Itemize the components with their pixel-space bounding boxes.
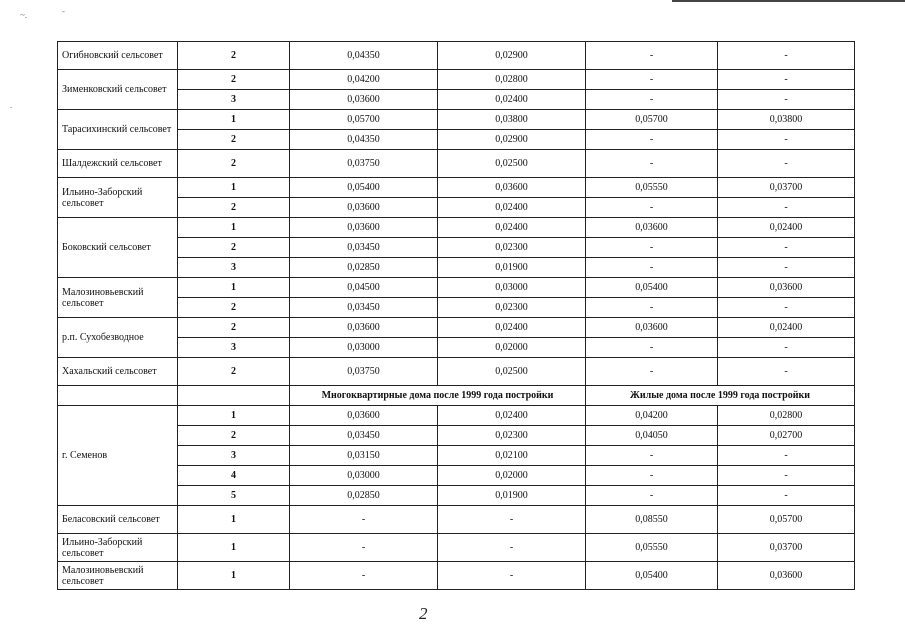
table-row [58,150,855,178]
rate-cell: 0,03750 [290,150,438,178]
table-row [58,238,855,258]
zone-cell: 1 [178,406,290,426]
rate-cell: 0,03600 [438,178,586,198]
rate-cell: 0,02400 [438,198,586,218]
rate-cell: 0,02400 [438,318,586,338]
rate-cell: 0,02400 [718,218,855,238]
rate-cell: 0,04200 [290,70,438,90]
rate-cell: - [586,486,718,506]
rate-cell: 0,02850 [290,258,438,278]
zone-cell: 3 [178,338,290,358]
rate-cell: - [586,338,718,358]
header-houses: Жилые дома после 1999 года постройки [586,386,855,406]
zone-cell: 2 [178,298,290,318]
rate-cell: - [586,42,718,70]
rate-cell: - [290,506,438,534]
table-row [58,506,855,534]
rate-cell: - [586,150,718,178]
rate-cell: 0,02800 [438,70,586,90]
table-row [58,338,855,358]
rate-cell: 0,05550 [586,534,718,562]
rate-cell: 0,03450 [290,298,438,318]
rate-cell: - [438,562,586,590]
rate-cell: - [586,130,718,150]
table-row [58,318,855,338]
rate-cell: 0,03450 [290,426,438,446]
table-row [58,110,855,130]
table-row [58,466,855,486]
zone-cell: 1 [178,534,290,562]
rate-cell: - [718,338,855,358]
scan-mark: ~. [20,10,28,20]
rate-cell: 0,02300 [438,426,586,446]
rate-cell: 0,04050 [586,426,718,446]
rate-cell: - [718,466,855,486]
rate-cell: - [718,486,855,506]
rate-cell: 0,03450 [290,238,438,258]
settlement-name: Боковский сельсовет [58,218,178,278]
rate-cell: 0,04500 [290,278,438,298]
table-row [58,70,855,90]
settlement-name: Шалдежский сельсовет [58,150,178,178]
table-row [58,218,855,238]
rate-cell: - [438,534,586,562]
rate-cell: 0,03600 [290,318,438,338]
zone-cell: 2 [178,238,290,258]
table-row [58,42,855,70]
table-row [58,562,855,590]
settlement-name: Ильино-Заборский сельсовет [58,178,178,218]
zone-cell: 3 [178,90,290,110]
table-row [58,426,855,446]
page-number: 2 [419,604,428,623]
rates-table [57,41,855,590]
rate-cell: - [586,90,718,110]
zone-cell: 3 [178,258,290,278]
rate-cell: 0,08550 [586,506,718,534]
settlement-name: Огибновский сельсовет [58,42,178,70]
rate-cell: - [586,258,718,278]
rate-cell: 0,03600 [586,318,718,338]
zone-cell: 1 [178,110,290,130]
rate-cell: - [290,562,438,590]
rate-cell: 0,05550 [586,178,718,198]
rate-cell: 0,03000 [438,278,586,298]
rate-cell: - [438,506,586,534]
rate-cell: - [718,358,855,386]
zone-cell: 2 [178,318,290,338]
rate-cell: 0,05700 [586,110,718,130]
rate-cell: - [586,446,718,466]
settlement-name: р.п. Сухобезводное [58,318,178,358]
rate-cell: 0,02300 [438,238,586,258]
zone-cell: 2 [178,198,290,218]
rate-cell: 0,03700 [718,534,855,562]
rate-cell: - [718,90,855,110]
rate-cell: - [718,130,855,150]
settlement-name: г. Семенов [58,406,178,506]
rate-cell: 0,03150 [290,446,438,466]
rate-cell: - [718,198,855,218]
rate-cell: 0,02100 [438,446,586,466]
table-row [58,198,855,218]
table-row [58,258,855,278]
rate-cell: 0,03600 [718,562,855,590]
table-row [58,406,855,426]
table-row [58,486,855,506]
rate-cell: 0,02850 [290,486,438,506]
rate-cell: 0,02800 [718,406,855,426]
table-row [58,386,855,406]
zone-cell: 1 [178,506,290,534]
settlement-name: Ильино-Заборский сельсовет [58,534,178,562]
rate-cell: - [718,258,855,278]
table-row [58,130,855,150]
rate-cell: 0,03600 [586,218,718,238]
settlement-name: Беласовский сельсовет [58,506,178,534]
rate-cell: - [586,70,718,90]
rate-cell: 0,02400 [438,218,586,238]
zone-cell: 2 [178,42,290,70]
rate-cell: 0,03000 [290,466,438,486]
empty-cell [178,386,290,406]
rate-cell: 0,02400 [718,318,855,338]
rate-cell: 0,03000 [290,338,438,358]
rate-cell: 0,05400 [290,178,438,198]
rate-cell: 0,03600 [290,90,438,110]
table-row [58,446,855,466]
table-body-top [58,42,855,386]
rate-cell: 0,02400 [438,90,586,110]
zone-cell: 2 [178,150,290,178]
zone-cell: 1 [178,278,290,298]
zone-cell: 1 [178,178,290,198]
table-body-bottom [58,406,855,590]
rate-cell: - [290,534,438,562]
rate-cell: 0,03700 [718,178,855,198]
rate-cell: 0,03600 [290,218,438,238]
rate-cell: 0,04350 [290,130,438,150]
rate-cell: 0,05700 [718,506,855,534]
rate-cell: - [718,446,855,466]
rate-cell: 0,05400 [586,278,718,298]
rate-cell: 0,05700 [290,110,438,130]
rate-cell: 0,04200 [586,406,718,426]
table-row [58,298,855,318]
rate-cell: 0,03600 [290,406,438,426]
rate-cell: 0,02000 [438,466,586,486]
zone-cell: 1 [178,562,290,590]
header-multi-apartment: Многоквартирные дома после 1999 года постройки [290,386,586,406]
settlement-name: Зименковский сельсовет [58,70,178,110]
empty-cell [58,386,178,406]
rate-cell: 0,03800 [438,110,586,130]
table-row [58,534,855,562]
rate-cell: 0,03600 [290,198,438,218]
rate-cell: 0,03800 [718,110,855,130]
rate-cell: - [586,238,718,258]
rate-cell: 0,02500 [438,358,586,386]
rate-cell: - [718,42,855,70]
rate-cell: - [718,70,855,90]
rate-cell: 0,04350 [290,42,438,70]
rate-cell: 0,02700 [718,426,855,446]
top-rule [672,0,905,2]
settlement-name: Малозиновьевский сельсовет [58,278,178,318]
rate-cell: - [718,298,855,318]
rate-cell: 0,03600 [718,278,855,298]
table-row [58,90,855,110]
rate-cell: - [718,150,855,178]
rate-cell: - [586,298,718,318]
zone-cell: 5 [178,486,290,506]
rate-cell: 0,02500 [438,150,586,178]
zone-cell: 4 [178,466,290,486]
scan-mark: - [62,6,65,16]
table-row [58,178,855,198]
rate-cell: 0,05400 [586,562,718,590]
rate-cell: - [586,198,718,218]
zone-cell: 3 [178,446,290,466]
zone-cell: 2 [178,130,290,150]
zone-cell: 1 [178,218,290,238]
zone-cell: 2 [178,358,290,386]
rate-cell: - [586,358,718,386]
rate-cell: 0,02900 [438,130,586,150]
settlement-name: Хахальский сельсовет [58,358,178,386]
settlement-name: Тарасихинский сельсовет [58,110,178,150]
settlement-name: Малозиновьевский сельсовет [58,562,178,590]
rate-cell: 0,02300 [438,298,586,318]
zone-cell: 2 [178,70,290,90]
rate-cell: 0,01900 [438,258,586,278]
rate-cell: - [586,466,718,486]
table-row [58,278,855,298]
rate-cell: 0,03750 [290,358,438,386]
rate-cell: 0,01900 [438,486,586,506]
rate-cell: - [718,238,855,258]
zone-cell: 2 [178,426,290,446]
scan-mark: . [10,100,13,110]
table-row [58,358,855,386]
rate-cell: 0,02000 [438,338,586,358]
rate-cell: 0,02900 [438,42,586,70]
table-header-row [58,386,855,406]
rate-cell: 0,02400 [438,406,586,426]
